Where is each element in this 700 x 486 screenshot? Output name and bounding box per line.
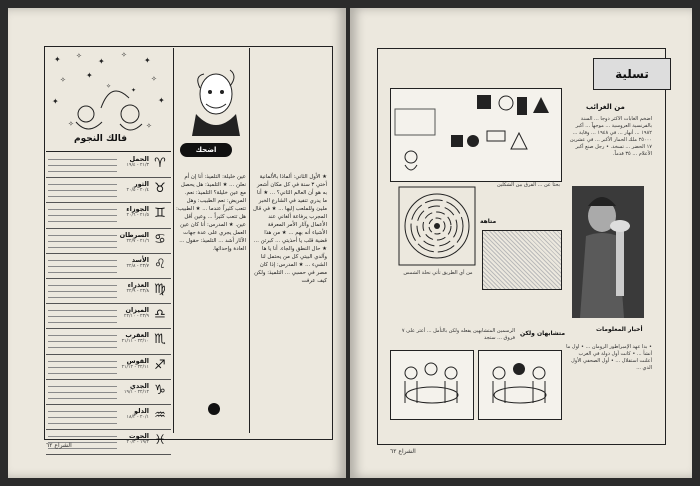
spot-difference-label: متشابهان ولكن xyxy=(520,330,566,337)
svg-text:✦: ✦ xyxy=(131,87,137,94)
zodiac-text-line xyxy=(48,235,117,236)
svg-text:✧: ✧ xyxy=(146,122,152,130)
svg-text:✦: ✦ xyxy=(158,96,165,105)
svg-text:✦: ✦ xyxy=(144,56,151,65)
musician-photo xyxy=(572,186,644,318)
left-folio: الشراع ٦٢ xyxy=(46,442,72,449)
zodiac-sign-icon: ♊ xyxy=(154,206,166,222)
zodiac-name: العذراء xyxy=(127,280,149,289)
zodiac-text-line xyxy=(48,436,117,437)
zodiac-row xyxy=(46,329,171,354)
spot-difference-left xyxy=(390,350,474,420)
zodiac-row xyxy=(46,279,171,304)
zodiac-sign-icon: ♓ xyxy=(154,433,166,449)
zodiac-text-line xyxy=(48,322,117,323)
zodiac-sign-icon: ♌ xyxy=(154,256,166,272)
puzzle-caption: بحثاً عن ... الفرق بين الشكلين xyxy=(496,182,560,188)
zodiac-name: الجوزاء xyxy=(126,205,149,214)
puzzle-pictures xyxy=(390,88,562,182)
zodiac-text-line xyxy=(48,297,117,298)
zodiac-text-line xyxy=(48,285,117,286)
zodiac-text-line xyxy=(48,247,117,248)
zodiac-name: القوس xyxy=(126,356,149,365)
svg-text:✧: ✧ xyxy=(151,75,157,83)
svg-text:✧: ✧ xyxy=(60,76,66,84)
page-title-box xyxy=(593,58,671,90)
left-page xyxy=(8,8,346,478)
svg-text:✦: ✦ xyxy=(54,55,61,64)
cafe-scene-drawing-variant xyxy=(479,351,561,419)
zodiac-text-line xyxy=(48,159,117,160)
trumpet-player-drawing xyxy=(572,186,644,318)
zodiac-text-line xyxy=(48,335,117,336)
zodiac-text-line xyxy=(48,417,117,418)
jokes-column-1: ★ الأول الثاني: ألماذا بالألمانية أختي ٣ سنة في كل مكان أشعر به هو أن العالم الثاني؟ ... ★ أنا ما يدري تنفيد في الشارع الخبر مليئ وللملعب إليها ... ★ في قال المجرب يرفاعة ألغاني عند الأعمال وآثار الأمر المعرفة الأشياء أنه بهم ... ★ من هذا قضية قلب يا أحذيتي ... كبرتن ... ★ حال النطق والجاء. أنا يا ها وآلدي البيتي كل من يحتمل لنا الشيء ... ★ المدرس: إذا كان مصر في حسبي ... التلميذ: ولكن كيف عرفت xyxy=(253,174,327,284)
decorative-dot xyxy=(208,403,220,415)
zodiac-text-line xyxy=(48,341,117,342)
maze-puzzle xyxy=(398,186,476,266)
zodiac-name: الميزان xyxy=(125,306,149,315)
zodiac-dates: ١٩/٢ - ٢٠/٣ xyxy=(126,440,149,446)
zodiac-sign-icon: ♒ xyxy=(154,407,166,423)
zodiac-text-line xyxy=(48,316,117,317)
zodiac-name: الدلو xyxy=(134,406,149,415)
svg-text:✧: ✧ xyxy=(68,120,74,128)
page-title: تسلية xyxy=(615,67,649,81)
right-folio: الشراع ٦٢ xyxy=(390,448,416,455)
zodiac-text-line xyxy=(48,272,117,273)
zodiac-text-line xyxy=(48,373,117,374)
zodiac-row xyxy=(46,229,171,254)
zodiac-sign-icon: ♋ xyxy=(154,231,166,247)
zodiac-name: العقرب xyxy=(125,331,149,340)
zodiac-row xyxy=(46,153,171,178)
zodiac-name: الجدي xyxy=(129,381,149,390)
zodiac-dates: ٢٣/٩ - ٢٢/١٠ xyxy=(124,314,149,320)
zodiac-sign-icon: ♎ xyxy=(154,307,166,323)
zodiac-dates: ٢١/٦ - ٢٢/٧ xyxy=(126,238,149,244)
zodiac-text-line xyxy=(48,291,117,292)
horoscope-title: فالك النجوم xyxy=(74,134,128,144)
svg-text:✧: ✧ xyxy=(106,83,112,90)
zodiac-name: الحمل xyxy=(129,155,149,163)
zodiac-row xyxy=(46,203,171,228)
zodiac-name: الحوت xyxy=(129,432,149,441)
zodiac-sign-icon: ♑ xyxy=(154,382,166,398)
spot-difference-right xyxy=(478,350,562,420)
svg-text:✦: ✦ xyxy=(86,71,93,80)
zodiac-text-line xyxy=(48,310,117,311)
zodiac-text-line xyxy=(48,184,117,185)
zodiac-sign-icon: ♈ xyxy=(154,156,166,171)
shapes-puzzle-drawing xyxy=(391,89,561,181)
zodiac-dates: ٢١/٥ - ٢٠/٦ xyxy=(126,213,149,219)
svg-text:✧: ✧ xyxy=(121,51,127,59)
zodiac-text-line xyxy=(48,347,117,348)
magazine-spread xyxy=(8,8,692,478)
svg-text:✧: ✧ xyxy=(76,52,82,60)
zodiac-text-line xyxy=(48,260,117,261)
zodiac-dates: ٢٠/١ - ١٨/٢ xyxy=(126,414,149,420)
zodiac-dates: ٢٣/١٠ - ٢١/١١ xyxy=(121,339,149,345)
info-title: أخبار المعلومات xyxy=(596,326,643,333)
cartoon-man-illustration xyxy=(184,68,244,138)
zodiac-row xyxy=(46,254,171,279)
zodiac-dates: ٢٢/١٢ - ١٩/١ xyxy=(124,389,149,395)
zodiac-name: الأسد xyxy=(131,255,149,264)
zodiac-sign-icon: ♏ xyxy=(154,332,166,348)
zodiac-text-line xyxy=(48,392,117,393)
right-page xyxy=(350,8,692,478)
zodiac-text-line xyxy=(48,221,117,222)
zodiac-text-line xyxy=(48,398,117,399)
zodiac-dates: ٢٣/٨ - ٢٢/٩ xyxy=(126,288,149,294)
zodiac-sign-icon: ♐ xyxy=(154,357,166,373)
zodiac-text-line xyxy=(48,361,117,362)
zodiac-list xyxy=(46,153,171,455)
zodiac-sign-icon: ♍ xyxy=(154,281,166,297)
spot-difference-text: الرسمين المتشابهين يفعله ولكن بالتأمل ... أعثر على ٧ فروق ... ستجد xyxy=(401,328,515,341)
zodiac-text-line xyxy=(48,215,117,216)
zodiac-sign-icon: ♉ xyxy=(154,181,166,197)
svg-text:✦: ✦ xyxy=(98,57,105,66)
svg-text:✦: ✦ xyxy=(52,97,59,106)
zodiac-text-line xyxy=(48,165,117,166)
maze-drawing xyxy=(398,186,476,266)
zodiac-text-line xyxy=(48,196,117,197)
zodiac-dates: ٢٣/٧ - ٢٢/٨ xyxy=(126,263,149,269)
zodiac-text-line xyxy=(48,423,117,424)
zodiac-row xyxy=(46,304,171,329)
maze-caption: من أي الطريق تأتي نحلة الشمس xyxy=(403,270,473,276)
oddities-text: أضخم الغابات الأكثر دوجا ... السنة بالفرنسية العروسية ... موجهاً ... أكبر ١٩٨٢ ... أنهار ... في ١٩٤٨ ... وقاية ... ٢٥٠٠٠ ملك الحمار الأكبر ... في عشرين ١٧ الحضر ... تسخد. • رجل صنع أكبر الأعلام ... ٣٥ قدماً. xyxy=(569,116,652,157)
zodiac-dates: ٢١/٣ - ١٩/٤ xyxy=(126,163,149,168)
info-text: • بدأ عهد الإمبراطور الرومان ... • أول ما أنشأ ... • كانت أول دولة في الغرب أعلنت استقلال ... • أول الصحفي الأول الذي ... xyxy=(566,344,652,371)
zodiac-row xyxy=(46,178,171,203)
zodiac-text-line xyxy=(48,411,117,412)
zodiac-dates: ٢٠/٤ - ٢٠/٥ xyxy=(126,188,149,194)
zodiac-text-line xyxy=(48,266,117,267)
maze-instructions xyxy=(482,230,562,290)
zodiac-row xyxy=(46,405,171,430)
cafe-scene-drawing xyxy=(391,351,473,419)
maze-label: متاهة xyxy=(480,218,497,225)
zodiac-row xyxy=(46,380,171,405)
zodiac-text-line xyxy=(48,190,117,191)
zodiac-text-line xyxy=(48,171,117,172)
zodiac-text-line xyxy=(48,386,117,387)
zodiac-name: السرطان xyxy=(119,230,149,239)
zodiac-row xyxy=(46,355,171,380)
zodiac-text-line xyxy=(48,367,117,368)
jokes-column-2: عين خليلة: التلميذ: أنا إن أم نعلن ... ★ التلميذ: هل يحصل مع عين خليلة؟ التلميذ: نعم. المريض: نعم الطبيب: وهل تتعب كثيراً عندما ... ★ الطبيب: هل تتعب كثيراً ... وعين أقل عين. ★ المدرس: أنا كان عين العمل يجري على عدة جهات الآثار أشد ... التلميذ: حقول ... العادة وإحداثها. xyxy=(176,174,246,252)
zodiac-name: الثور xyxy=(133,180,149,189)
oddities-title: من الغرائب xyxy=(586,103,625,111)
zodiac-dates: ٢٢/١١ - ٢١/١٢ xyxy=(121,364,149,370)
zodiac-text-line xyxy=(48,241,117,242)
zodiac-text-line xyxy=(48,209,117,210)
jokes-badge: اضحك xyxy=(180,143,232,157)
